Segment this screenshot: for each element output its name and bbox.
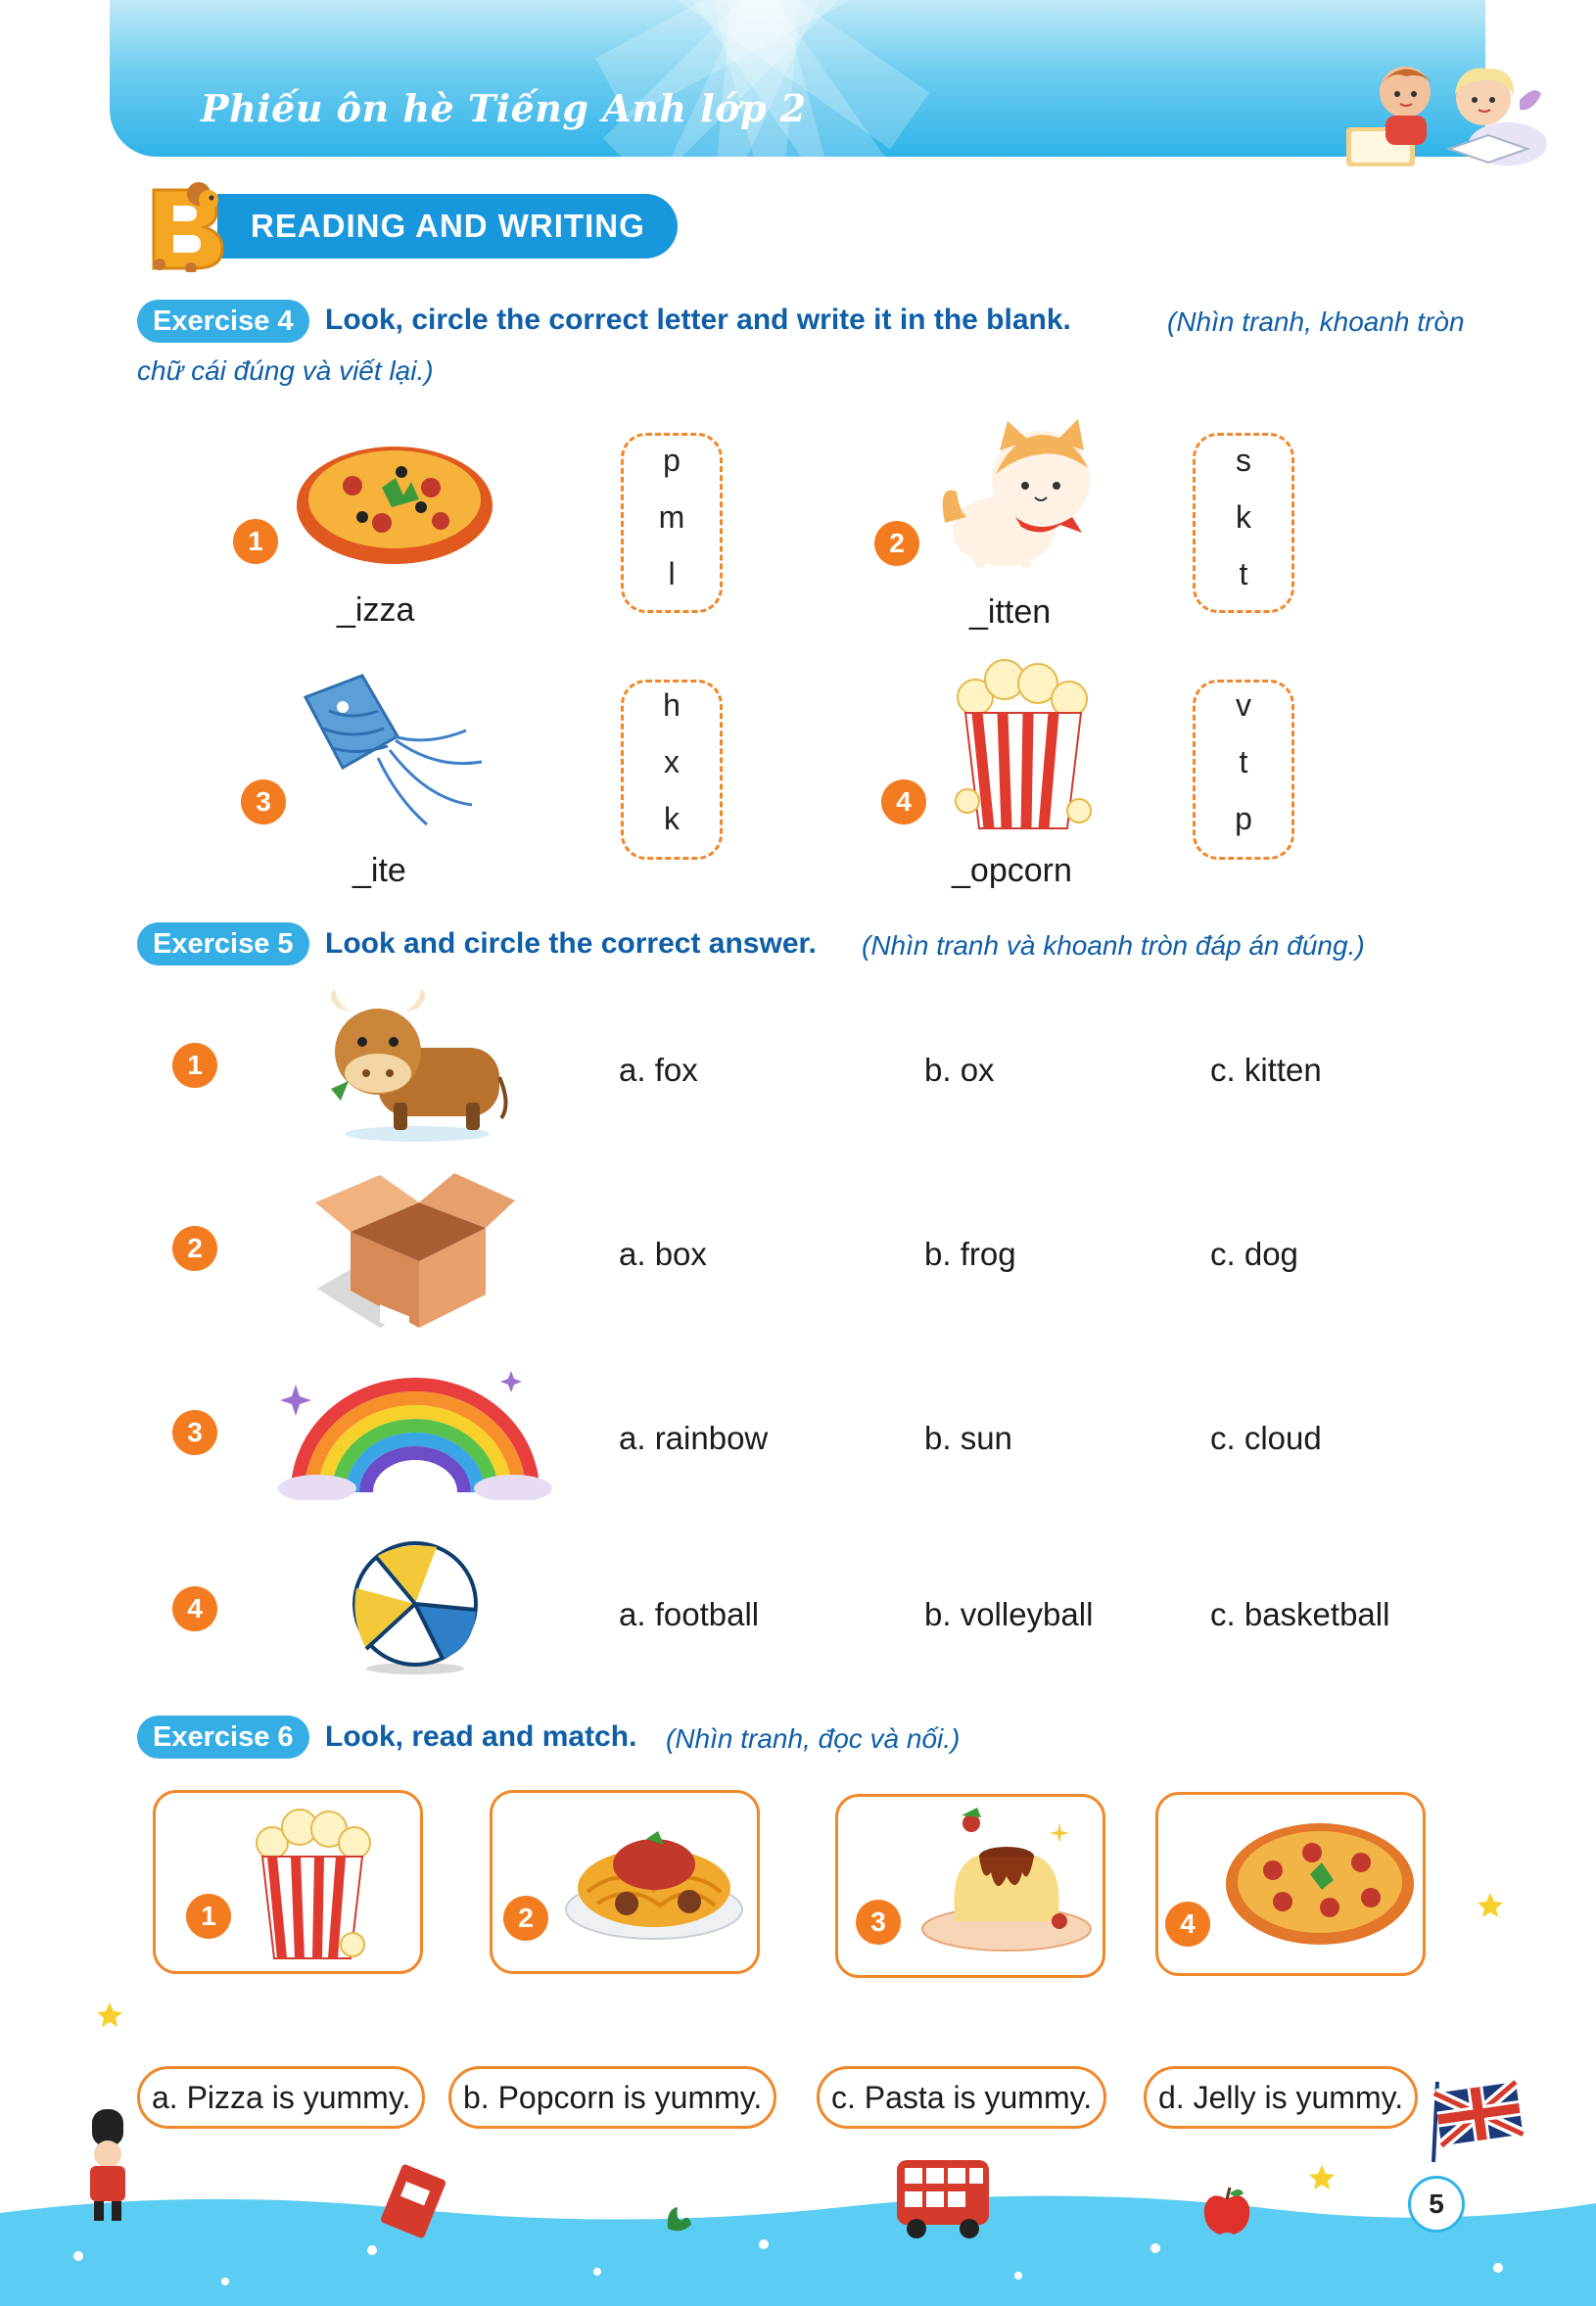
letter-option[interactable]: v	[1236, 687, 1251, 723]
answer-option[interactable]: c. basketball	[1210, 1596, 1390, 1632]
exercise-6-title: Look, read and match.	[325, 1720, 637, 1753]
letter-option[interactable]: p	[663, 443, 681, 478]
section-letter-b-icon	[142, 182, 228, 272]
item-number: 3	[241, 779, 286, 824]
answer-option[interactable]: b. sun	[924, 1420, 1012, 1456]
leaf-icon	[664, 2203, 693, 2233]
exercise-4-note: (Nhìn tranh, khoanh tròn	[1167, 306, 1465, 337]
answer-option[interactable]: a. rainbow	[619, 1420, 769, 1456]
exercise-5-title: Look and circle the correct answer.	[325, 927, 817, 960]
exercise-6-label: Exercise 6	[137, 1716, 309, 1759]
volleyball-image	[347, 1541, 484, 1674]
item-number: 1	[233, 519, 278, 564]
letter-option[interactable]: l	[668, 556, 676, 591]
word-blank: _itten	[969, 593, 1052, 631]
letter-option[interactable]: s	[1236, 443, 1251, 478]
answer-option[interactable]: b. frog	[924, 1236, 1016, 1272]
exercise-5-note: (Nhìn tranh và khoanh tròn đáp án đúng.)	[862, 930, 1365, 961]
exercise-6-note: (Nhìn tranh, đọc và nối.)	[666, 1723, 961, 1754]
item-number: 2	[874, 521, 919, 566]
word-blank: _izza	[337, 591, 415, 629]
pasta-image	[562, 1812, 744, 1941]
item-number: 3	[172, 1410, 217, 1455]
star-icon	[1477, 1892, 1504, 1919]
item-number: 2	[503, 1896, 548, 1941]
item-number: 1	[172, 1043, 217, 1088]
letter-option[interactable]: p	[1235, 801, 1252, 836]
match-sentence[interactable]: d. Jelly is yummy.	[1144, 2066, 1418, 2129]
kids-reading-illustration	[1341, 61, 1547, 176]
word-blank: _opcorn	[952, 852, 1072, 889]
answer-option[interactable]: c. cloud	[1210, 1420, 1322, 1456]
answer-option[interactable]: a. fox	[619, 1052, 698, 1088]
water-footer	[0, 2174, 1596, 2306]
letter-option[interactable]: m	[658, 499, 685, 535]
answer-option[interactable]: c. dog	[1210, 1236, 1298, 1272]
star-icon	[96, 2001, 123, 2029]
letter-option[interactable]: x	[664, 744, 680, 779]
word-blank: _ite	[352, 852, 406, 889]
letter-option[interactable]: k	[664, 801, 680, 836]
item-number: 1	[186, 1894, 231, 1939]
item-number: 2	[172, 1226, 217, 1271]
exercise-4-label: Exercise 4	[137, 300, 309, 343]
exercise-4-title: Look, circle the correct letter and write it in the blank.	[325, 304, 1071, 336]
match-sentence[interactable]: a. Pizza is yummy.	[137, 2066, 425, 2129]
jelly-image	[913, 1804, 1093, 1953]
rainbow-image	[278, 1363, 552, 1500]
letter-option[interactable]: t	[1239, 744, 1248, 779]
match-sentence[interactable]: b. Popcorn is yummy.	[448, 2066, 776, 2129]
item-number: 4	[172, 1586, 217, 1631]
letter-option[interactable]: h	[663, 687, 681, 723]
kitten-image	[935, 415, 1111, 572]
answer-option[interactable]: a. box	[619, 1236, 707, 1272]
popcorn-image	[942, 654, 1104, 834]
exercise-4-note-continued: chữ cái đúng và viết lại.)	[137, 355, 434, 386]
item-number: 3	[856, 1900, 901, 1945]
letter-option[interactable]: k	[1236, 499, 1251, 535]
ox-image	[319, 987, 511, 1142]
answer-option[interactable]: b. volleyball	[924, 1596, 1094, 1632]
box-image	[311, 1163, 517, 1330]
header-banner	[110, 0, 1485, 157]
answer-option[interactable]: a. football	[619, 1596, 760, 1632]
guard-icon	[78, 2107, 137, 2225]
kite-image	[300, 672, 490, 830]
uk-flag-icon	[1428, 2074, 1526, 2162]
pizza-image	[1224, 1819, 1416, 1949]
page-title: Phiếu ôn hè Tiếng Anh lớp 2	[201, 86, 807, 130]
item-number: 4	[1165, 1902, 1210, 1947]
answer-option[interactable]: c. kitten	[1210, 1052, 1322, 1088]
answer-option[interactable]: b. ox	[924, 1052, 995, 1088]
bus-icon	[891, 2156, 995, 2240]
section-heading: READING AND WRITING	[217, 194, 678, 259]
item-number: 4	[881, 779, 926, 824]
pizza-image	[294, 439, 495, 566]
page-number: 5	[1408, 2176, 1465, 2233]
match-sentence[interactable]: c. Pasta is yummy.	[817, 2066, 1106, 2129]
book-icon	[380, 2162, 450, 2240]
popcorn-image	[243, 1804, 380, 1964]
exercise-5-label: Exercise 5	[137, 922, 309, 965]
apple-icon	[1200, 2186, 1253, 2238]
letter-option[interactable]: t	[1239, 556, 1248, 591]
